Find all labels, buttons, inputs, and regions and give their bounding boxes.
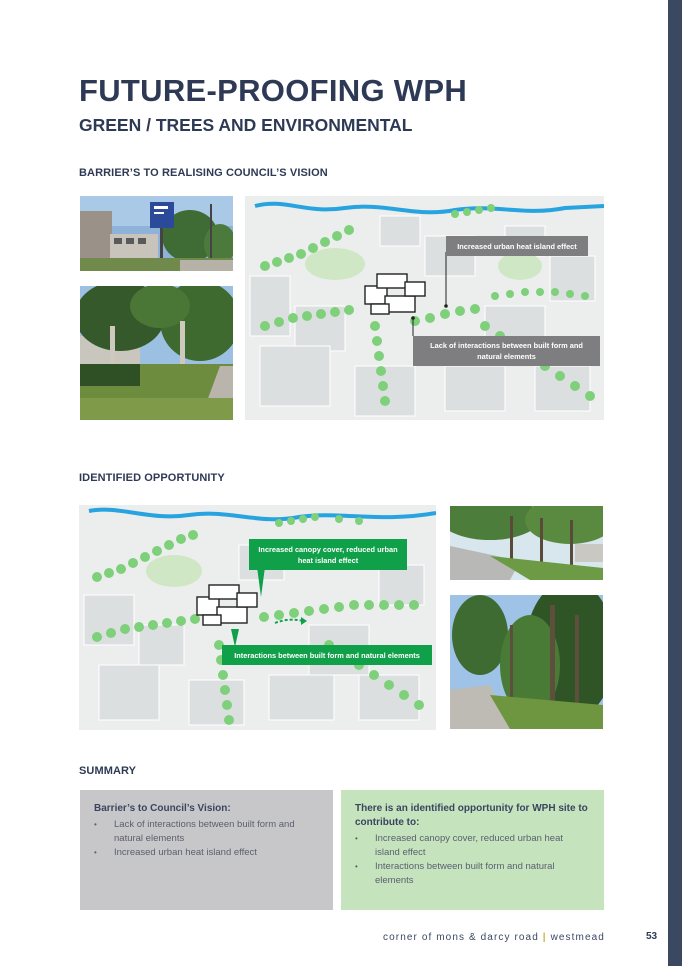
side-accent-bar [668, 0, 682, 966]
interactions-barrier-callout: Lack of interactions between built form and natural elements [413, 336, 600, 366]
trees-path-photo [450, 595, 603, 729]
summary-heading: SUMMARY [79, 765, 137, 777]
barriers-heading: BARRIER’S TO REALISING COUNCIL’S VISION [79, 167, 328, 179]
list-item: • Increased urban heat island effect [94, 846, 319, 860]
interactions-opportunity-callout: Interactions between built form and natural elements [222, 645, 432, 665]
green-street-photo [450, 506, 603, 580]
footer-separator: | [542, 932, 547, 943]
footer-address [383, 932, 605, 943]
list-item: • Increased canopy cover, reduced urban heat island effect [355, 832, 590, 860]
opportunity-summary-list [355, 832, 590, 888]
page-subtitle: GREEN / TREES AND ENVIRONMENTAL [79, 115, 413, 135]
opportunity-summary-title: There is an identified opportunity for WPH site to contribute to: [355, 803, 588, 828]
footer-left-text: corner of mons & darcy road [383, 932, 539, 943]
list-item: • Lack of interactions between built form and natural elements [94, 818, 319, 846]
barriers-summary-list [94, 818, 319, 860]
page-number: 53 [646, 931, 658, 942]
footer-right-text: westmead [550, 932, 605, 943]
barriers-site-map [245, 196, 604, 420]
page-title: FUTURE-PROOFING WPH [79, 73, 468, 108]
barriers-summary-box [80, 790, 333, 910]
canopy-cover-callout: Increased canopy cover, reduced urban heat island effect [249, 539, 407, 570]
trees-lawn-photo [80, 286, 233, 420]
opportunity-summary-box [341, 790, 604, 910]
barriers-summary-title: Barrier’s to Council’s Vision: [94, 803, 231, 814]
heat-island-callout: Increased urban heat island effect [446, 236, 588, 256]
hospital-sign-photo [80, 196, 233, 271]
list-item: • Interactions between built form and natural elements [355, 860, 590, 888]
opportunity-heading: IDENTIFIED OPPORTUNITY [79, 472, 225, 484]
